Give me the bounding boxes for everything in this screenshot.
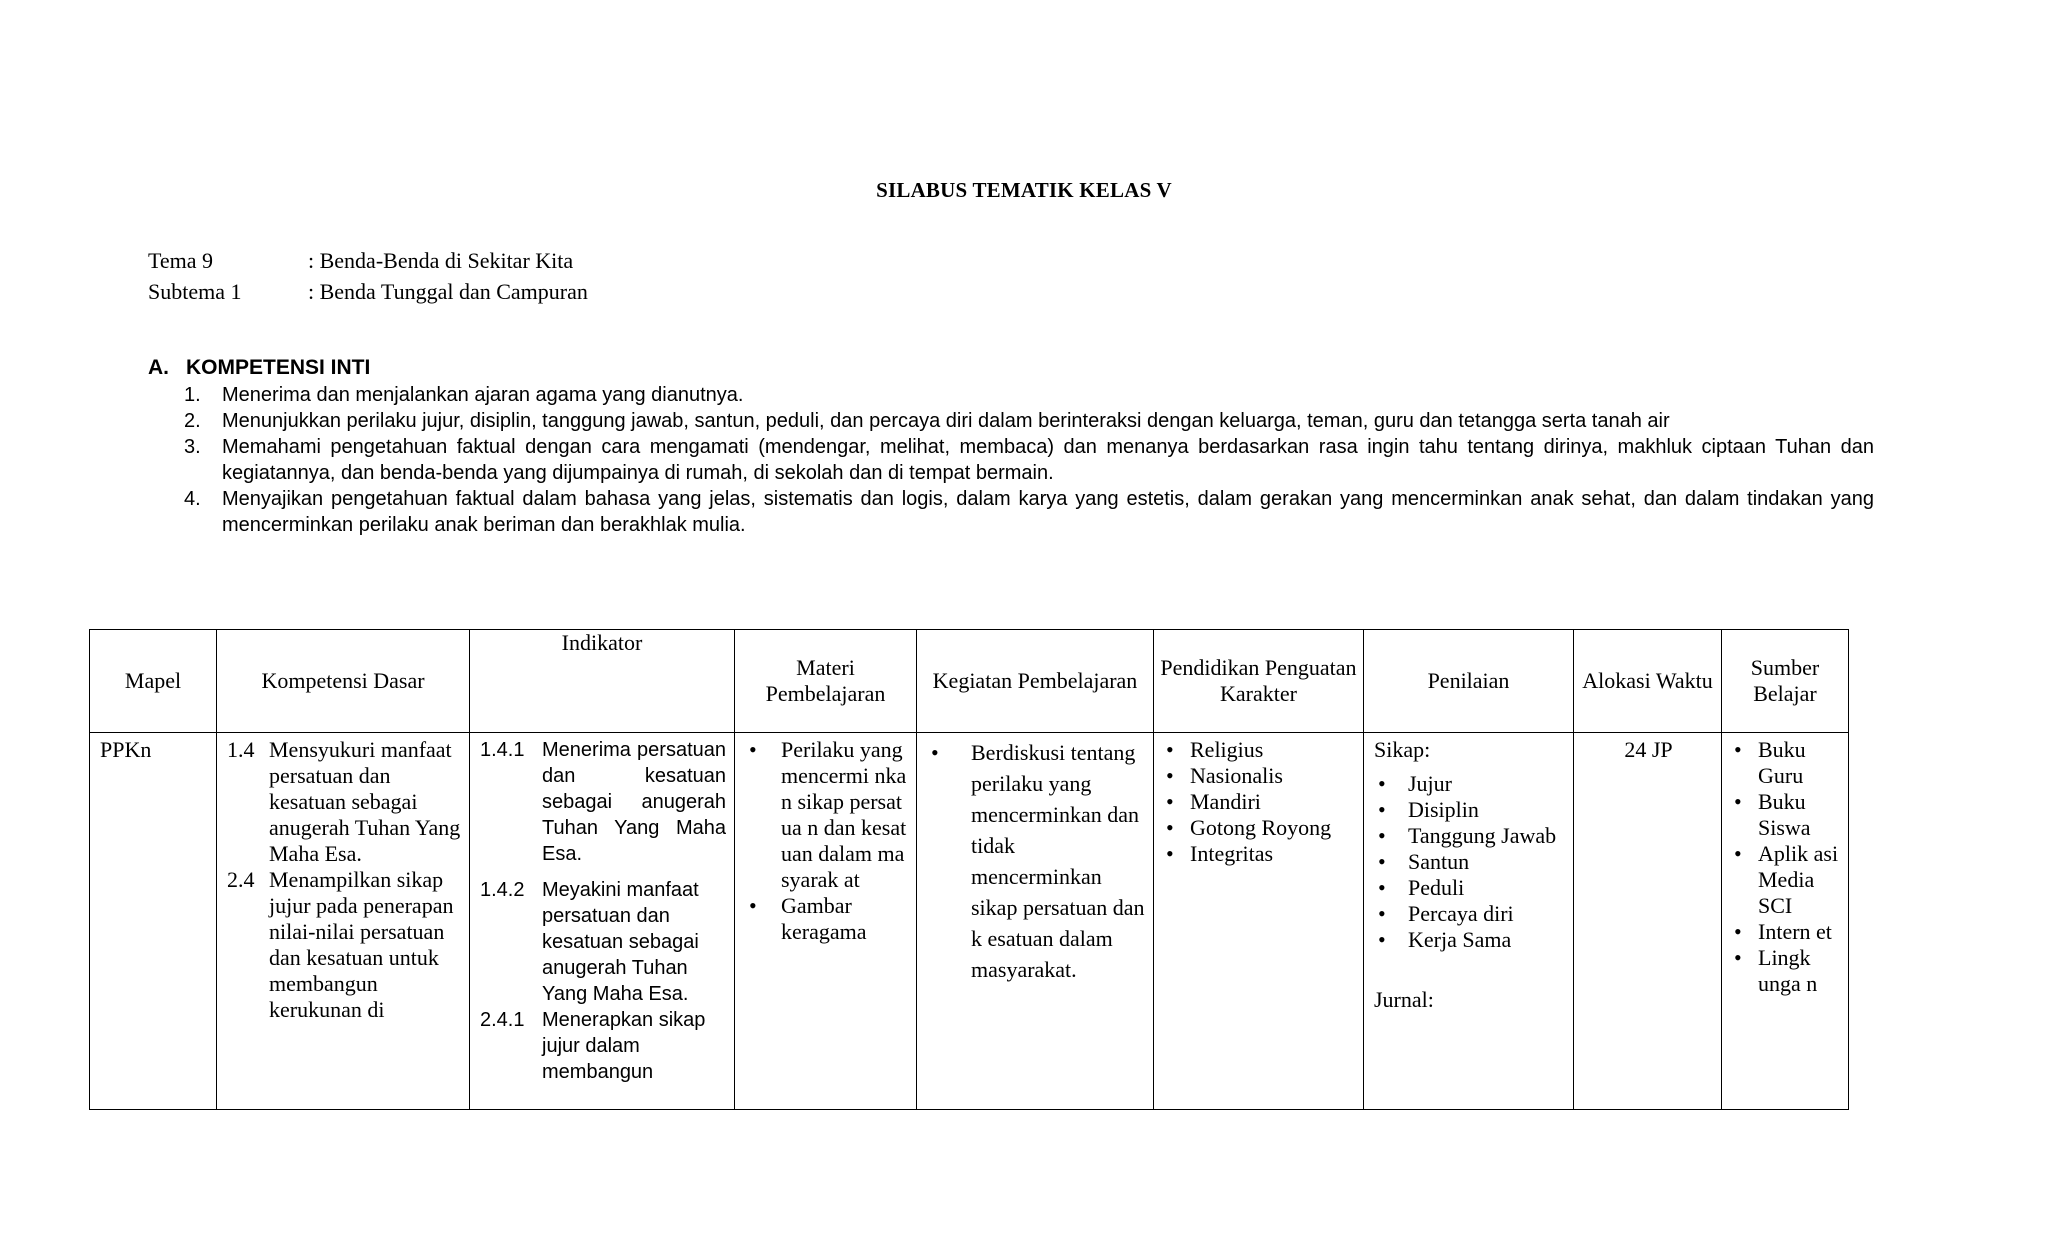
kd-number: 1.4 bbox=[227, 737, 255, 762]
indikator-text: Menerapkan sikap jujur dalam membangun bbox=[542, 1009, 706, 1083]
sikap-item: • Santun bbox=[1374, 849, 1565, 875]
kd-number: 2.4 bbox=[227, 867, 255, 892]
cell-kegiatan bbox=[917, 733, 1154, 1110]
header-kompetensi-dasar: Kompetensi Dasar bbox=[217, 630, 470, 733]
sumber-item: • Buku Guru bbox=[1732, 737, 1840, 789]
cell-mapel: PPKn bbox=[90, 733, 217, 1110]
kd-text: Menampilkan sikap jujur pada penerapan nilai-nilai persatuan dan kesatuan untuk membangun kerukunan di bbox=[269, 867, 454, 1022]
meta-tema-value: : Benda-Benda di Sekitar Kita bbox=[308, 248, 574, 273]
table-header-row bbox=[90, 630, 1849, 733]
penilaian-sikap-label: Sikap: bbox=[1374, 737, 1431, 762]
cell-sumber bbox=[1722, 733, 1849, 1110]
header-alokasi: Alokasi Waktu bbox=[1574, 630, 1722, 733]
header-kegiatan: Kegiatan Pembelajaran bbox=[917, 630, 1154, 733]
sumber-item: • Lingk unga n bbox=[1732, 945, 1840, 997]
indikator-text: Meyakini manfaat persatuan dan kesatuan sebagai anugerah Tuhan Yang Maha Esa. bbox=[542, 879, 699, 1005]
kd-item bbox=[227, 737, 461, 867]
header-penilaian: Penilaian bbox=[1364, 630, 1574, 733]
header-indikator: Indikator bbox=[470, 630, 735, 733]
list-item-number: 2. bbox=[184, 410, 201, 432]
meta-tema bbox=[148, 246, 573, 276]
meta-subtema-value: : Benda Tunggal dan Campuran bbox=[308, 279, 588, 304]
kompetensi-inti-list bbox=[184, 382, 1874, 538]
indikator-item bbox=[480, 877, 726, 1007]
indikator-text: Menerima persatuan dan kesatuan sebagai anugerah Tuhan Yang Maha Esa. bbox=[542, 739, 726, 865]
header-ppk: Pendidikan Penguatan Karakter bbox=[1154, 630, 1364, 733]
cell-penilaian bbox=[1364, 733, 1574, 1110]
sikap-item: • Kerja Sama bbox=[1374, 927, 1565, 953]
list-item-number: 4. bbox=[184, 488, 201, 510]
list-item-text: Menerima dan menjalankan ajaran agama yang dianutnya. bbox=[222, 384, 744, 406]
table-row bbox=[90, 733, 1849, 1110]
indikator-item bbox=[480, 1007, 726, 1085]
ppk-item: • Religius bbox=[1164, 737, 1355, 763]
list-item bbox=[184, 382, 1874, 408]
list-item-text: Menunjukkan perilaku jujur, disiplin, tanggung jawab, santun, peduli, dan percaya diri dalam berinteraksi dengan keluarga, teman, guru dan tetangga serta tanah air bbox=[222, 410, 1670, 432]
kd-text: Mensyukuri manfaat persatuan dan kesatuan sebagai anugerah Tuhan Yang Maha Esa. bbox=[269, 737, 461, 866]
cell-materi bbox=[735, 733, 917, 1110]
syllabus-table bbox=[89, 629, 1849, 1110]
cell-alokasi: 24 JP bbox=[1574, 733, 1722, 1110]
list-item-number: 3. bbox=[184, 436, 201, 458]
ppk-item: • Integritas bbox=[1164, 841, 1355, 867]
kd-item bbox=[227, 867, 461, 1023]
ppk-item: • Gotong Royong bbox=[1164, 815, 1355, 841]
list-item bbox=[184, 434, 1874, 486]
materi-item: • Perilaku yang mencermi nkan sikap persatua n dan kesatuan dalam masyarak at bbox=[745, 737, 908, 893]
section-a-title: KOMPETENSI INTI bbox=[186, 356, 371, 379]
list-item bbox=[184, 408, 1874, 434]
sikap-item: • Disiplin bbox=[1374, 797, 1565, 823]
sikap-item: • Peduli bbox=[1374, 875, 1565, 901]
sumber-item: • Buku Siswa bbox=[1732, 789, 1840, 841]
page-title: SILABUS TEMATIK KELAS V bbox=[876, 178, 1172, 202]
sumber-item: • Intern et bbox=[1732, 919, 1840, 945]
meta-tema-key: Tema 9 bbox=[148, 248, 214, 273]
sikap-item: • Percaya diri bbox=[1374, 901, 1565, 927]
section-a-number: A. bbox=[148, 356, 169, 379]
list-item-text: Menyajikan pengetahuan faktual dalam bahasa yang jelas, sistematis dan logis, dalam karya yang estetis, dalam gerakan yang mencerminkan anak sehat, dan dalam tindakan yang mencerminkan perilaku anak beriman dan berakhlak mulia. bbox=[222, 488, 1874, 536]
sikap-item: • Jujur bbox=[1374, 771, 1565, 797]
kegiatan-item: • Berdiskusi tentang perilaku yang mencerminkan dan tidak mencerminkan sikap persatuan dan k esatuan dalam masyarakat. bbox=[927, 737, 1145, 985]
header-materi: Materi Pembelajaran bbox=[735, 630, 917, 733]
header-sumber: Sumber Belajar bbox=[1722, 630, 1849, 733]
cell-kompetensi-dasar bbox=[217, 733, 470, 1110]
indikator-number: 2.4.1 bbox=[480, 1009, 525, 1031]
ppk-item: • Mandiri bbox=[1164, 789, 1355, 815]
sumber-item: • Aplik asi Media SCI bbox=[1732, 841, 1840, 919]
meta-subtema bbox=[148, 277, 588, 307]
header-mapel: Mapel bbox=[90, 630, 217, 733]
ppk-item: • Nasionalis bbox=[1164, 763, 1355, 789]
list-item bbox=[184, 486, 1874, 538]
materi-item: • Gambar keragama bbox=[745, 893, 908, 945]
list-item-text: Memahami pengetahuan faktual dengan cara mengamati (mendengar, melihat, membaca) dan menanya berdasarkan rasa ingin tahu tentang dirinya, makhluk ciptaan Tuhan dan kegiatannya, dan benda-benda yang dijumpainya di rumah, di sekolah dan di tempat bermain. bbox=[222, 436, 1874, 484]
penilaian-jurnal-label: Jurnal: bbox=[1374, 987, 1434, 1012]
indikator-number: 1.4.2 bbox=[480, 879, 525, 901]
section-a-heading bbox=[148, 356, 370, 380]
indikator-item bbox=[480, 737, 726, 867]
cell-indikator bbox=[470, 733, 735, 1110]
cell-ppk bbox=[1154, 733, 1364, 1110]
list-item-number: 1. bbox=[184, 384, 201, 406]
meta-subtema-key: Subtema 1 bbox=[148, 279, 242, 304]
indikator-number: 1.4.1 bbox=[480, 739, 525, 761]
sikap-item: • Tanggung Jawab bbox=[1374, 823, 1565, 849]
